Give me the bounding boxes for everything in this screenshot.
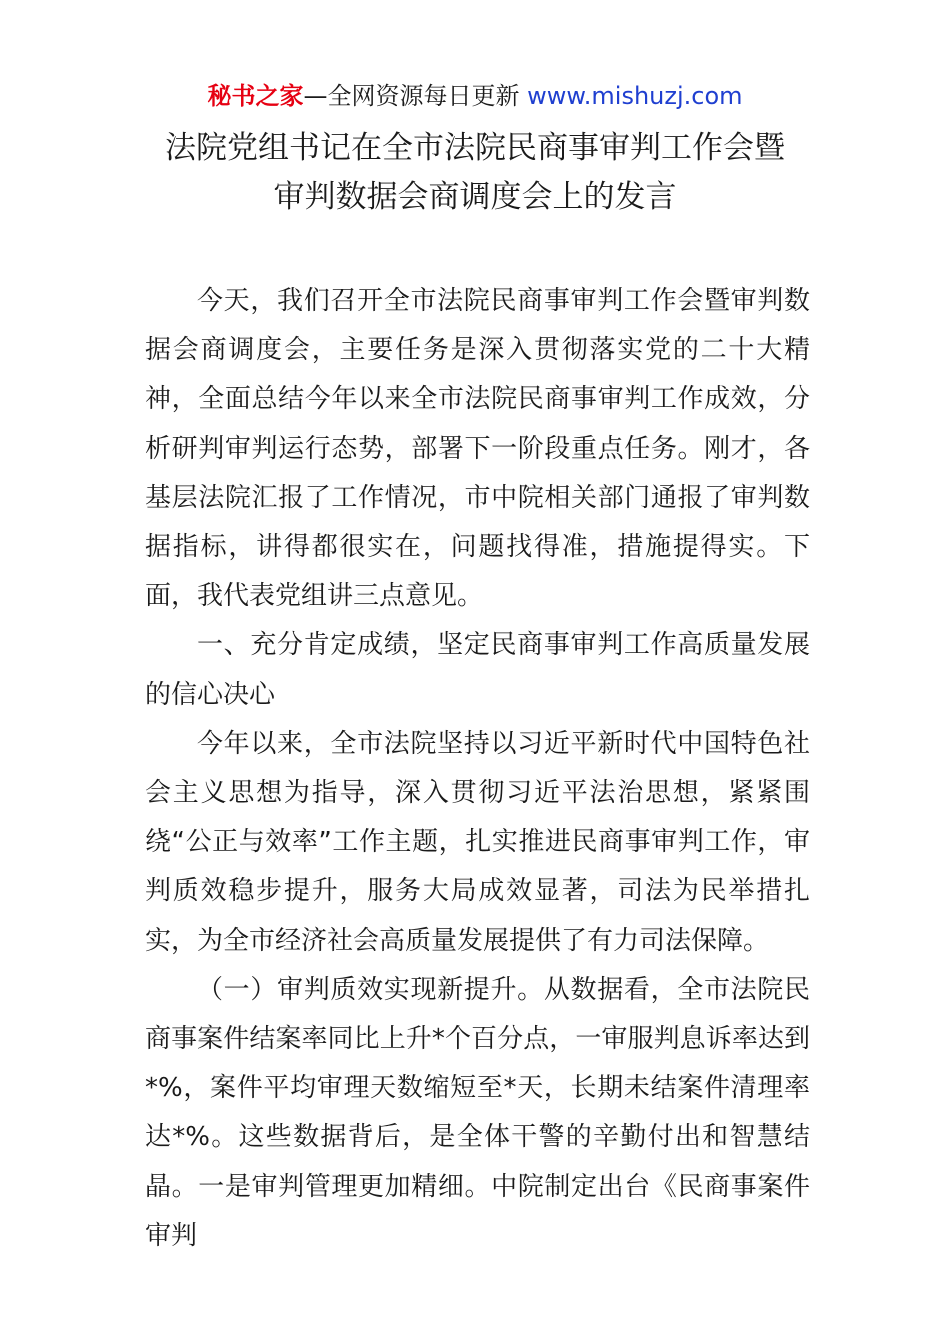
title-line-1: 法院党组书记在全市法院民商事审判工作会暨 — [165, 130, 785, 166]
section-heading-1: 一、充分肯定成绩，坚定民商事审判工作高质量发展的信心决心 — [145, 630, 810, 710]
site-header — [0, 80, 950, 112]
document-body — [145, 277, 810, 1261]
title-line-2: 审判数据会商调度会上的发言 — [273, 179, 677, 215]
document-title — [0, 124, 950, 222]
site-url-link[interactable]: www.mishuzj.com — [527, 82, 743, 110]
paragraph-intro: 今天，我们召开全市法院民商事审判工作会暨审判数据会商调度会，主要任务是深入贯彻落实党的二十大精神，全面总结今年以来全市法院民商事审判工作成效，分析研判审判运行态势，部署下一阶段重点任务。刚才，各基层法院汇报了工作情况，市中院相关部门通报了审判数据指标，讲得都很实在，问题找得准，措施提得实。下面，我代表党组讲三点意见。 — [145, 286, 810, 612]
paragraph-subsection-1: （一）审判质效实现新提升。从数据看，全市法院民商事案件结案率同比上升*个百分点，一审服判息诉率达到*%，案件平均审理天数缩短至*天，长期未结案件清理率达*%。这些数据背后，是全体干警的辛勤付出和智慧结晶。一是审判管理更加精细。中院制定出台《民商事案件审判 — [145, 974, 810, 1251]
site-brand: 秘书之家 — [207, 82, 304, 110]
paragraph-achievements: 今年以来，全市法院坚持以习近平新时代中国特色社会主义思想为指导，深入贯彻习近平法治思想，紧紧围绕“公正与效率”工作主题，扎实推进民商事审判工作，审判质效稳步提升，服务大局成效显著，司法为民举措扎实，为全市经济社会高质量发展提供了有力司法保障。 — [145, 728, 810, 956]
site-slogan: —全网资源每日更新 — [303, 82, 528, 110]
